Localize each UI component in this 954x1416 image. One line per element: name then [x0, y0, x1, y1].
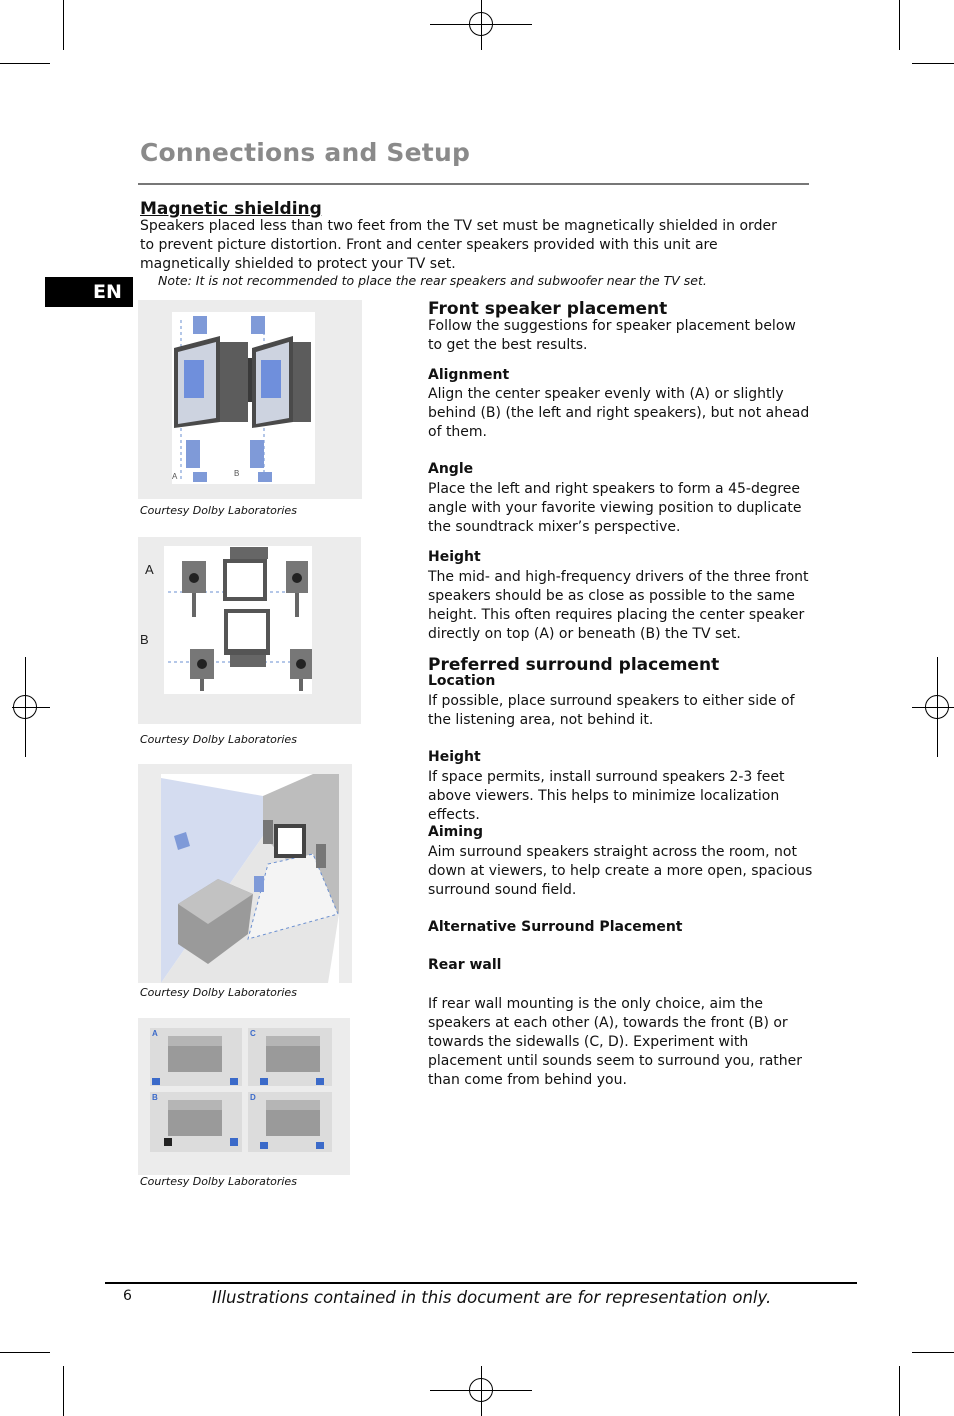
figure-4-label-a: A: [152, 1029, 158, 1038]
figure-1-label-a: A: [172, 472, 178, 481]
speaker-height-illustration: [138, 537, 361, 724]
rear-wall-body: If rear wall mounting is the only choice, aim the speakers at each other (A), towards the front (B) or towards the sidewalls (C, D). Experiment with placement until sounds seem to surround you, rather than come from behind you.: [428, 996, 803, 1088]
language-tab: [45, 277, 133, 307]
aiming-body: Aim surround speakers straight across the room, not down at viewers, to help create a more open, spacious surround sound field.: [428, 844, 813, 898]
registration-mark-top-icon: [469, 12, 493, 36]
footer-rule: [105, 1282, 857, 1284]
front-placement-intro: Follow the suggestions for speaker placement below to get the best results.: [428, 318, 796, 353]
front-height-title: Height: [428, 549, 481, 565]
figure-3-caption: Courtesy Dolby Laboratories: [140, 986, 297, 999]
alignment-body: Align the center speaker evenly with (A) or slightly behind (B) (the left and right speakers), but not ahead of them.: [428, 386, 810, 440]
front-height-body: The mid- and high-frequency drivers of the three front speakers should be as close as possible to the same height. This often requires placing the center speaker directly on top (A) or beneath (B) the TV set.: [428, 569, 809, 642]
page-title: Connections and Setup: [140, 138, 471, 167]
figure-speaker-height: [138, 537, 361, 724]
figure-speaker-alignment: [138, 300, 362, 499]
figure-rear-wall-placement: [138, 1018, 350, 1175]
location-title: Location: [428, 673, 496, 689]
magnetic-shielding-heading: Magnetic shielding: [140, 199, 322, 219]
rear-wall-placement-illustration: [138, 1018, 350, 1175]
language-tab-label: EN: [93, 281, 122, 303]
crop-mark-tl-h: [0, 63, 50, 64]
figure-1-label-b: B: [234, 469, 240, 478]
figure-4-label-d: D: [250, 1093, 256, 1102]
surround-height-title: Height: [428, 749, 481, 765]
front-placement-heading: Front speaker placement: [428, 299, 668, 319]
aiming-title: Aiming: [428, 824, 484, 840]
location-body: If possible, place surround speakers to either side of the listening area, not behind it.: [428, 693, 795, 728]
registration-mark-bottom-icon: [469, 1378, 493, 1402]
figure-4-caption: Courtesy Dolby Laboratories: [140, 1175, 297, 1188]
crop-mark-tl-v: [63, 0, 64, 50]
registration-mark-right-icon: [925, 695, 949, 719]
angle-title: Angle: [428, 461, 474, 477]
speaker-alignment-illustration: [138, 300, 362, 499]
page-number: 6: [123, 1288, 132, 1304]
crop-mark-br-h: [912, 1352, 954, 1353]
figure-4-label-c: C: [250, 1029, 256, 1038]
crop-mark-bl-v: [63, 1366, 64, 1416]
figure-1-caption: Courtesy Dolby Laboratories: [140, 504, 297, 517]
surround-placement-heading: Preferred surround placement: [428, 655, 720, 675]
figure-2-label-a: A: [145, 562, 154, 577]
alignment-title: Alignment: [428, 367, 510, 383]
magnetic-shielding-note: Note: It is not recommended to place the rear speakers and subwoofer near the TV set.: [158, 273, 707, 288]
alternative-placement-title: Alternative Surround Placement: [428, 919, 683, 935]
figure-2-label-b: B: [140, 632, 149, 647]
crop-mark-bl-h: [0, 1352, 50, 1353]
figure-surround-room: [138, 764, 352, 983]
crop-mark-br-v: [899, 1366, 900, 1416]
figure-2-caption: Courtesy Dolby Laboratories: [140, 733, 297, 746]
title-rule: [138, 183, 809, 185]
magnetic-shielding-body: Speakers placed less than two feet from the TV set must be magnetically shielded in order to prevent picture distortion. Front and center speakers provided with this unit are magnetically shielded to protect your TV set.: [140, 218, 777, 272]
footer-note: Illustrations contained in this document are for representation only.: [212, 1288, 772, 1307]
crop-mark-tr-h: [912, 63, 954, 64]
surround-height-body: If space permits, install surround speakers 2-3 feet above viewers. This helps to minimize localization effects.: [428, 769, 785, 823]
crop-mark-tr-v: [899, 0, 900, 50]
rear-wall-title: Rear wall: [428, 957, 502, 973]
angle-body: Place the left and right speakers to form a 45-degree angle with your favorite viewing position to duplicate the soundtrack mixer’s perspective.: [428, 481, 802, 535]
figure-4-label-b: B: [152, 1093, 158, 1102]
surround-room-illustration: [138, 764, 352, 983]
registration-mark-left-icon: [13, 695, 37, 719]
